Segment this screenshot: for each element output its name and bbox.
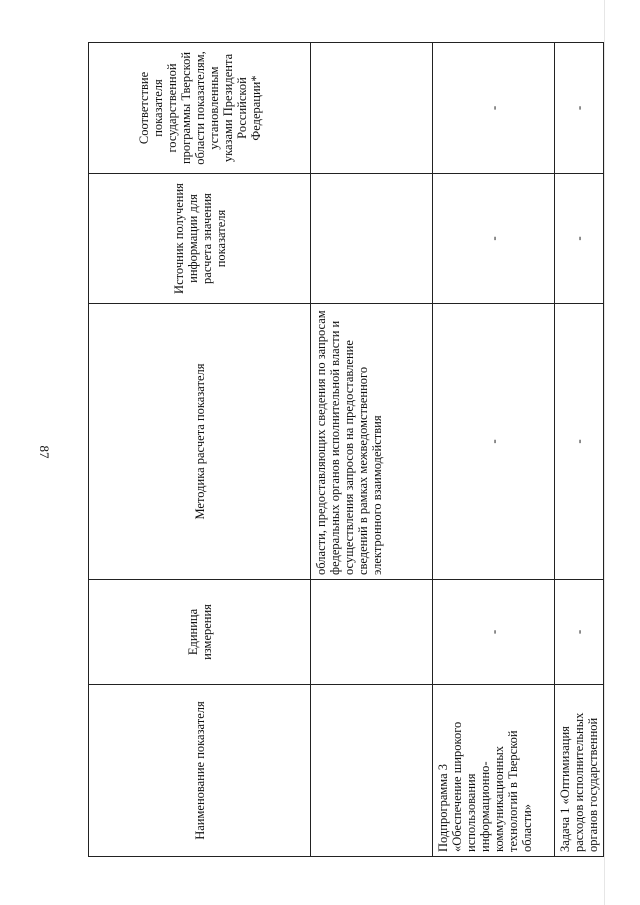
scan-edge-line xyxy=(604,0,605,905)
cell-source: - xyxy=(555,174,604,304)
cell-compliance xyxy=(311,43,433,174)
header-source: Источник получения информации для расчета значения показателя xyxy=(89,174,311,304)
header-indicator-name: Наименование показателя xyxy=(89,685,311,857)
table-header-row xyxy=(89,43,311,857)
cell-source: - xyxy=(433,174,555,304)
rotated-table-wrapper xyxy=(88,43,600,857)
cell-source xyxy=(311,174,433,304)
header-method: Методика расчета показателя xyxy=(89,304,311,580)
cell-unit xyxy=(311,580,433,685)
indicators-table xyxy=(88,42,604,857)
cell-method: - xyxy=(555,304,604,580)
cell-compliance: - xyxy=(433,43,555,174)
cell-unit: - xyxy=(555,580,604,685)
cell-name: Подпрограмма 3 «Обеспечение широкого использования информационно-коммуникационных технологий в Тверской области» xyxy=(433,685,555,857)
cell-name xyxy=(311,685,433,857)
cell-method: - xyxy=(433,304,555,580)
header-compliance: Соответствие показателя государственной программы Тверской области показателям, установленным указами Президента Российской Федерации* xyxy=(89,43,311,174)
table-row xyxy=(311,43,433,857)
cell-unit: - xyxy=(433,580,555,685)
rotated-table-container xyxy=(88,43,600,857)
cell-name: Задача 1 «Оптимизация расходов исполнительных органов государственной xyxy=(555,685,604,857)
page-number: 87 xyxy=(37,445,52,459)
table-row xyxy=(555,43,604,857)
header-unit: Единица измерения xyxy=(89,580,311,685)
cell-method: области, предоставляющих сведения по запросам федеральных органов исполнительной власти и осуществления запросов на предоставление сведений в рамках межведомственного электронного взаимодействия xyxy=(311,304,433,580)
table-row xyxy=(433,43,555,857)
cell-compliance: - xyxy=(555,43,604,174)
